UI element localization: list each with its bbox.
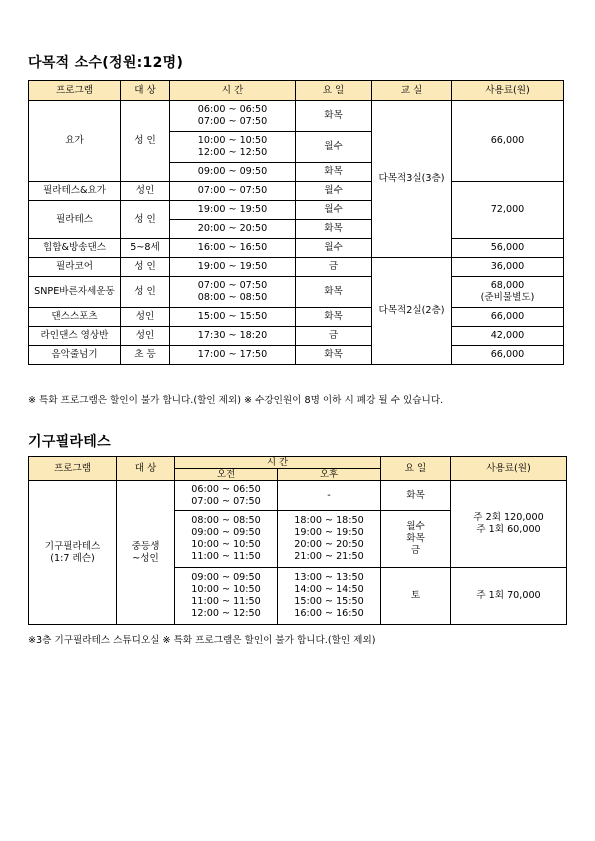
- time-cell: 19:00 ~ 19:50: [170, 258, 296, 277]
- table-row: [29, 277, 564, 308]
- header-am: 오전: [175, 469, 278, 481]
- target-cell: 성인: [121, 182, 170, 201]
- program-cell: 힙합&방송댄스: [29, 239, 121, 258]
- multipurpose-schedule-table: [28, 80, 564, 365]
- day-cell: 월수: [296, 239, 372, 258]
- program-cell: 음악줄넘기: [29, 346, 121, 365]
- fee-cell: 주 2회 120,000 주 1회 60,000: [451, 481, 567, 568]
- table-row: [29, 327, 564, 346]
- fee-cell: 72,000: [452, 182, 564, 239]
- program-cell: 라인댄스 영상반: [29, 327, 121, 346]
- header-fee: 사용료(원): [452, 81, 564, 101]
- day-cell: 월수: [296, 201, 372, 220]
- day-cell: 토: [381, 568, 451, 625]
- room-cell: 다목적3실(3층): [372, 101, 452, 258]
- pm-time-cell: 18:00 ~ 18:50 19:00 ~ 19:50 20:00 ~ 20:50 21:00 ~ 21:50: [278, 511, 381, 568]
- header-target: 대 상: [117, 457, 175, 481]
- table-row: [29, 239, 564, 258]
- reformer-schedule-table: [28, 456, 567, 625]
- target-cell: 성 인: [121, 201, 170, 239]
- table-row: [29, 481, 567, 511]
- fee-cell: 주 1회 70,000: [451, 568, 567, 625]
- day-cell: 화목: [381, 481, 451, 511]
- header-room: 교 실: [372, 81, 452, 101]
- fee-cell: 42,000: [452, 327, 564, 346]
- target-cell: 5~8세: [121, 239, 170, 258]
- time-cell: 17:30 ~ 18:20: [170, 327, 296, 346]
- target-cell: 성 인: [121, 258, 170, 277]
- header-day: 요 일: [296, 81, 372, 101]
- am-time-cell: 09:00 ~ 09:50 10:00 ~ 10:50 11:00 ~ 11:50 12:00 ~ 12:50: [175, 568, 278, 625]
- header-fee: 사용료(원): [451, 457, 567, 481]
- table-row: [29, 182, 564, 201]
- table-header-row: [29, 81, 564, 101]
- fee-cell: 66,000: [452, 346, 564, 365]
- header-time: 시 간: [170, 81, 296, 101]
- table-header-row: [29, 457, 567, 469]
- section-title-reformer: 기구필라테스: [28, 434, 111, 450]
- am-time-cell: 06:00 ~ 06:50 07:00 ~ 07:50: [175, 481, 278, 511]
- table-row: [29, 308, 564, 327]
- table-row: [29, 101, 564, 132]
- header-day: 요 일: [381, 457, 451, 481]
- time-cell: 10:00 ~ 10:50 12:00 ~ 12:50: [170, 132, 296, 163]
- program-cell: 필라테스: [29, 201, 121, 239]
- time-cell: 07:00 ~ 07:50: [170, 182, 296, 201]
- section2-note: ※3층 기구필라테스 스튜디오실 ※ 특화 프로그램은 할인이 불가 합니다.(할인 제외): [28, 635, 376, 646]
- day-cell: 화목: [296, 163, 372, 182]
- room-cell: 다목적2실(2층): [372, 258, 452, 365]
- time-cell: 07:00 ~ 07:50 08:00 ~ 08:50: [170, 277, 296, 308]
- day-cell: 월수: [296, 132, 372, 163]
- table-row: [29, 346, 564, 365]
- day-cell: 월수: [296, 182, 372, 201]
- day-cell: 금: [296, 258, 372, 277]
- fee-cell: 68,000 (준비물별도): [452, 277, 564, 308]
- program-cell: 기구필라테스 (1:7 레슨): [29, 481, 117, 625]
- am-time-cell: 08:00 ~ 08:50 09:00 ~ 09:50 10:00 ~ 10:50 11:00 ~ 11:50: [175, 511, 278, 568]
- target-cell: 중등생 ~성인: [117, 481, 175, 625]
- section-title-multipurpose: 다목적 소수(정원:12명): [28, 55, 184, 71]
- section1-note: ※ 특화 프로그램은 할인이 불가 합니다.(할인 제외) ※ 수강인원이 8명 이하 시 폐강 될 수 있습니다.: [28, 395, 444, 406]
- fee-cell: 66,000: [452, 308, 564, 327]
- target-cell: 초 등: [121, 346, 170, 365]
- day-cell: 월수 화목 금: [381, 511, 451, 568]
- time-cell: 17:00 ~ 17:50: [170, 346, 296, 365]
- table-row: [29, 258, 564, 277]
- day-cell: 금: [296, 327, 372, 346]
- header-pm: 오후: [278, 469, 381, 481]
- program-cell: 댄스스포츠: [29, 308, 121, 327]
- time-cell: 19:00 ~ 19:50: [170, 201, 296, 220]
- target-cell: 성 인: [121, 277, 170, 308]
- day-cell: 화목: [296, 101, 372, 132]
- program-cell: 필라코어: [29, 258, 121, 277]
- target-cell: 성인: [121, 308, 170, 327]
- fee-cell: 66,000: [452, 101, 564, 182]
- pm-time-cell: -: [278, 481, 381, 511]
- time-cell: 06:00 ~ 06:50 07:00 ~ 07:50: [170, 101, 296, 132]
- fee-cell: 36,000: [452, 258, 564, 277]
- target-cell: 성 인: [121, 101, 170, 182]
- day-cell: 화목: [296, 277, 372, 308]
- target-cell: 성인: [121, 327, 170, 346]
- day-cell: 화목: [296, 308, 372, 327]
- fee-cell: 56,000: [452, 239, 564, 258]
- time-cell: 09:00 ~ 09:50: [170, 163, 296, 182]
- header-program: 프로그램: [29, 457, 117, 481]
- header-time: 시 간: [175, 457, 381, 469]
- day-cell: 화목: [296, 220, 372, 239]
- program-cell: SNPE바른자세운동: [29, 277, 121, 308]
- pm-time-cell: 13:00 ~ 13:50 14:00 ~ 14:50 15:00 ~ 15:50 16:00 ~ 16:50: [278, 568, 381, 625]
- program-cell: 요가: [29, 101, 121, 182]
- time-cell: 16:00 ~ 16:50: [170, 239, 296, 258]
- program-cell: 필라테스&요가: [29, 182, 121, 201]
- time-cell: 15:00 ~ 15:50: [170, 308, 296, 327]
- header-program: 프로그램: [29, 81, 121, 101]
- time-cell: 20:00 ~ 20:50: [170, 220, 296, 239]
- day-cell: 화목: [296, 346, 372, 365]
- header-target: 대 상: [121, 81, 170, 101]
